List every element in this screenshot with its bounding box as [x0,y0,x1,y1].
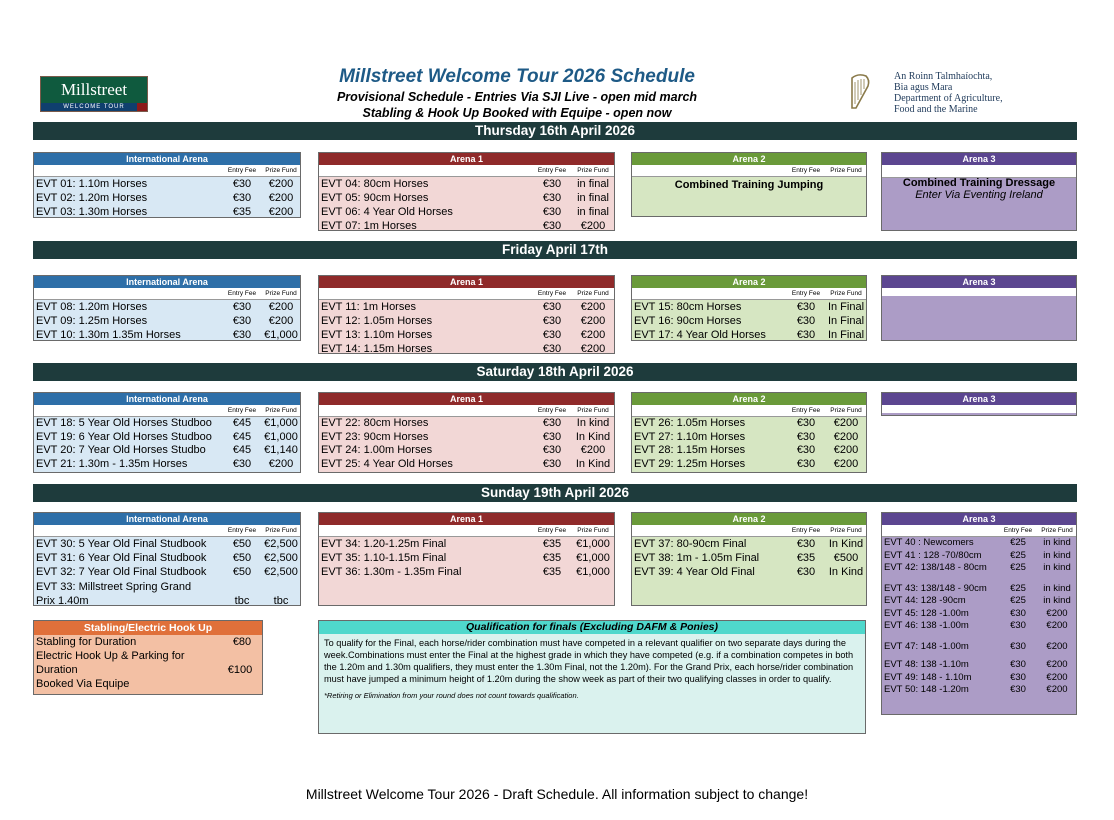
event-name: EVT 19: 6 Year Old Horses Studboo [36,430,212,443]
entry-fee: €30 [542,417,562,429]
entry-fee: €45 [232,417,252,429]
event-row [34,537,300,551]
entry-fee: €45 [232,430,252,443]
event-row [34,314,300,328]
entry-fee: €30 [796,430,816,443]
sat-arena-2: Arena 2 Entry Fee Prize Fund EVT 26: 1.05m Horses €30 €200 EVT 27: 1.10m Horses €30 €200 EVT 28: 1.15m Horses €30 €200 EVT 29: 1.25m Horses €30 €200 [631,392,867,473]
prize-fund: in final [577,206,609,218]
event-name: EVT 04: 80cm Horses [321,178,429,190]
prize-fund: €200 [580,301,606,313]
prize-fund: €200 [1046,671,1068,683]
entry-fee: €30 [232,301,252,313]
event-name: EVT 31: 6 Year Old Final Studbook [36,552,207,564]
event-name: EVT 37: 80-90cm Final [634,538,747,550]
event-row [882,672,1076,685]
prize-fund: €1,000 [576,566,610,578]
prize-fund: €200 [580,220,606,232]
entry-fee: €30 [1010,671,1026,683]
entry-fee: €35 [542,552,562,564]
prize-fund: In Kind [575,457,611,470]
event-name: EVT 41 : 128 -70/80cm [884,549,982,561]
event-row [34,177,300,191]
prize-fund: €200 [833,430,859,443]
event-row [632,565,866,579]
stabling-title: Stabling/Electric Hook Up [34,621,262,635]
prize-fund: €200 [1046,607,1068,619]
stabling-box: Stabling/Electric Hook Up Stabling for Duration €80 Electric Hook Up & Parking for Duration €100 Booked Via Equipe [33,620,263,695]
prize-fund: €200 [1046,659,1068,670]
event-row: Prix 1.40m tbc tbc [36,595,289,607]
prize-fund: in final [577,178,609,190]
event-name: EVT 08: 1.20m Horses [36,301,148,313]
event-row [882,583,1076,596]
event-row [319,444,614,458]
entry-fee: €30 [796,444,816,456]
event-name: EVT 38: 1m - 1.05m Final [634,552,760,564]
prize-fund: €200 [1046,640,1068,652]
event-name: EVT 14: 1.15m Horses [321,343,433,355]
event-name: EVT 16: 90cm Horses [634,315,742,327]
event-name: EVT 28: 1.15m Horses [634,444,746,456]
event-name: EVT 09: 1.25m Horses [36,315,148,327]
event-name: EVT 10: 1.30m 1.35m Horses [36,329,181,341]
sun-international-arena: International Arena Entry Fee Prize Fund EVT 30: 5 Year Old Final Studbook €50 €2,500 EVT 31: 6 Year Old Final Studbook €50 €2,500 EVT 32: 7 Year Old Final Studbook €50 €2,500 EVT 33: Millstreet Spring Grand Prix 1.40m tbc tbc [33,512,301,606]
combined-training-jumping: Combined Training Jumping [674,179,824,191]
entry-fee: €30 [796,538,816,550]
event-row [319,328,614,342]
entry-fee: €30 [542,444,562,456]
sun-arena-2: Arena 2 Entry Fee Prize Fund EVT 37: 80-90cm Final €30 In Kind EVT 38: 1m - 1.05m Final €35 €500 EVT 39: 4 Year Old Final €30 In Kind [631,512,867,606]
sun-arena-1: Arena 1 Entry Fee Prize Fund EVT 34: 1.20-1.25m Final €35 €1,000 EVT 35: 1.10-1.15m Final €35 €1,000 EVT 36: 1.30m - 1.35m Final €35 €1,000 [318,512,615,606]
event-name: EVT 32: 7 Year Old Final Studbook [36,566,207,578]
event-row [319,205,614,219]
event-name: EVT 29: 1.25m Horses [634,457,746,470]
prize-fund: €200 [580,444,606,456]
event-row [632,458,866,472]
event-name: EVT 35: 1.10-1.15m Final [321,552,447,564]
event-row [319,342,614,356]
event-row [319,314,614,328]
entry-fee: €30 [542,430,562,443]
prize-fund: In Final [827,301,865,313]
event-name: EVT 27: 1.10m Horses [634,430,746,443]
event-name: EVT 03: 1.30m Horses [36,206,148,218]
event-row [34,191,300,205]
entry-fee: €30 [542,192,562,204]
event-row [319,458,614,472]
event-row [34,328,300,342]
prize-fund: in kind [1043,582,1071,594]
event-name: EVT 01: 1.10m Horses [36,178,148,190]
event-name: EVT 15: 80cm Horses [634,301,742,313]
entry-fee: €25 [1010,562,1026,573]
prize-fund: €2,500 [264,566,298,578]
day-bar-thursday: Thursday 16th April 2026 [33,122,1077,140]
entry-fee: €30 [232,329,252,341]
event-row [319,537,614,551]
event-row [882,595,1076,608]
prize-fund: in kind [1043,595,1071,606]
event-row [632,328,866,342]
event-name: EVT 12: 1.05m Horses [321,315,433,327]
prize-fund: €200 [833,444,859,456]
event-row [882,562,1076,575]
event-name: EVT 26: 1.05m Horses [634,417,746,429]
entry-fee: €30 [796,417,816,429]
prize-fund: €1,000 [576,552,610,564]
prize-fund: €200 [268,178,294,190]
event-name: EVT 21: 1.30m - 1.35m Horses [36,457,188,470]
entry-fee: €30 [796,566,816,578]
event-name: EVT 46: 138 -1.00m [884,620,969,631]
fri-arena-2: Arena 2 Entry Fee Prize Fund EVT 15: 80cm Horses €30 In Final EVT 16: 90cm Horses €30 In Final EVT 17: 4 Year Old Horses €30 In Final [631,275,867,341]
entry-fee: €30 [1010,607,1026,619]
entry-fee: €30 [796,301,816,313]
prize-fund: €200 [268,192,294,204]
event-name: EVT 43: 138/148 - 90cm [884,582,987,594]
harp-icon [848,72,872,110]
prize-fund: €200 [833,457,859,470]
entry-fee: €35 [232,206,252,218]
prize-fund: €1,000 [264,430,298,443]
entry-fee: €25 [1010,595,1026,606]
qualification-text: To qualify for the Final, each horse/rider combination must have competed in a relevant qualifier on two separate days during the week.Combinations must enter the Final at the highest grade in which they have competed (e.g. if a combination competes in both the 1.20m and 1.30m qualifiers, they must enter the 1.30m Final, not the 1.20m). For the Grand Prix, each horse/rider combination must have jumped a minimum height of 1.20m during the show week as part of their two qualifying classes in order to qualify. [324,638,854,684]
fri-arena-3: Arena 3 [881,275,1077,341]
event-name: EVT 17: 4 Year Old Horses [634,329,766,341]
event-name: EVT 22: 80cm Horses [321,417,429,429]
entry-fee: €30 [1010,620,1026,631]
prize-fund: In Kind [575,430,611,443]
prize-fund: €200 [1046,620,1068,631]
qualification-title: Qualification for finals (Excluding DAFM & Ponies) [319,621,865,634]
prize-fund: €1,000 [264,329,298,341]
footer-note: Millstreet Welcome Tour 2026 - Draft Schedule. All information subject to change! [305,786,809,802]
sat-international-arena: International Arena Entry Fee Prize Fund EVT 18: 5 Year Old Horses Studboo €45 €1,000 EVT 19: 6 Year Old Horses Studboo €45 €1,000 EVT 20: 7 Year Old Horses Studbo €45 €1,140 EVT 21: 1.30m - 1.35m Horses €30 €200 [33,392,301,473]
prize-fund: €200 [268,457,294,470]
event-name: EVT 50: 148 -1.20m [884,684,969,695]
event-name: EVT 42: 138/148 - 80cm [884,562,987,573]
prize-fund: €2,500 [264,538,298,550]
event-row [632,551,866,565]
event-name: EVT 23: 90cm Horses [321,430,429,443]
prize-fund: in kind [1043,537,1071,548]
prize-fund: In Final [827,315,865,327]
page-title: Millstreet Welcome Tour 2026 Schedule [339,66,695,87]
event-name: EVT 34: 1.20-1.25m Final [321,538,447,550]
entry-fee: €30 [542,329,562,341]
prize-fund: In Final [827,329,865,341]
eventing-ireland-note: Enter Via Eventing Ireland [915,189,1043,201]
event-row [882,550,1076,563]
entry-fee: €30 [1010,659,1026,670]
event-name: EVT 02: 1.20m Horses [36,192,148,204]
prize-fund: €200 [833,417,859,429]
day-bar-sunday: Sunday 19th April 2026 [33,484,1077,502]
entry-fee: €30 [1010,684,1026,695]
event-name: EVT 36: 1.30m - 1.35m Final [321,566,462,578]
event-row [34,300,300,314]
subtitle-entries: Provisional Schedule - Entries Via SJI Live - open mid march [336,90,698,104]
event-row [34,205,300,219]
thu-arena-1: Arena 1 Entry Fee Prize Fund EVT 04: 80cm Horses €30 in final EVT 05: 90cm Horses €30 in final EVT 06: 4 Year Old Horses €30 in final EVT 07: 1m Horses €30 €200 [318,152,615,231]
event-row [34,444,300,458]
prize-fund: €200 [580,315,606,327]
fri-arena-1: Arena 1 Entry Fee Prize Fund EVT 11: 1m Horses €30 €200 EVT 12: 1.05m Horses €30 €200 EVT 13: 1.10m Horses €30 €200 EVT 14: 1.15m Horses €30 €200 [318,275,615,354]
sat-arena-1: Arena 1 Entry Fee Prize Fund EVT 22: 80cm Horses €30 In kind EVT 23: 90cm Horses €30 In Kind EVT 24: 1.00m Horses €30 €200 EVT 25: 4 Year Old Horses €30 In Kind [318,392,615,473]
prize-fund: €200 [580,329,606,341]
event-row [34,551,300,565]
event-row [319,219,614,233]
event-row [319,191,614,205]
entry-fee: €50 [232,566,252,578]
entry-fee: €30 [232,315,252,327]
event-row [632,417,866,431]
thu-arena-2: Arena 2 Entry Fee Prize Fund Combined Training Jumping [631,152,867,217]
event-row [882,608,1076,621]
event-row: EVT 33: Millstreet Spring Grand [36,581,192,593]
entry-fee: €25 [1010,537,1026,548]
event-name: EVT 49: 148 - 1.10m [884,671,972,683]
entry-fee: €30 [542,457,562,470]
event-name: EVT 20: 7 Year Old Horses Studbo [36,444,206,456]
prize-fund: €200 [268,301,294,313]
prize-fund: €500 [833,552,859,564]
event-row [632,300,866,314]
qualification-box [318,620,866,734]
prize-fund: €200 [580,343,606,355]
event-name: EVT 05: 90cm Horses [321,192,429,204]
entry-fee: €35 [796,552,816,564]
event-row [882,659,1076,672]
event-row [319,565,614,579]
prize-fund: in kind [1043,549,1071,561]
sun-arena-3: Arena 3 Entry Fee Prize Fund EVT 40 : Newcomers €25 in kind EVT 41 : 128 -70/80cm €25 in kind EVT 42: 138/148 - 80cm €25 in kind EVT 43: 138/148 - 90cm €25 in kind EVT 44: 128 -90cm €25 in kind EVT 45: 128 -1.00m €30 €200 EVT 46: 138 -1.00m €30 €200 EVT 47: 148 -1.00m €30 €200 EVT 48: 138 -1.10m €30 €200 EVT 49: 148 - 1.10m €30 €200 EVT 50: 148 -1.20m €30 €200 [881,512,1077,715]
event-name: EVT 48: 138 -1.10m [884,659,969,670]
entry-fee: €30 [232,178,252,190]
entry-fee: €30 [232,457,252,470]
thu-arena-3: Arena 3 Combined Training Dressage Enter Via Eventing Ireland [881,152,1077,231]
event-name: EVT 44: 128 -90cm [884,595,966,606]
prize-fund: €2,500 [264,552,298,564]
entry-fee: €30 [542,178,562,190]
event-row [632,537,866,551]
event-row [319,417,614,431]
event-row [632,314,866,328]
event-row [882,641,1076,654]
department-name: An Roinn Talmhaíochta, Bia agus Mara Department of Agriculture, Food and the Marine [894,71,1003,115]
day-bar-saturday: Saturday 18th April 2026 [33,363,1077,381]
millstreet-logo [40,76,148,112]
prize-fund: €200 [1046,684,1068,695]
prize-fund: €200 [268,206,294,218]
prize-fund: €1,000 [264,417,298,429]
event-row [34,431,300,445]
entry-fee: €35 [542,566,562,578]
entry-fee: €25 [1010,549,1026,561]
logo-name: Millstreet [60,80,128,99]
event-row [632,444,866,458]
event-name: EVT 11: 1m Horses [321,301,416,313]
fri-international-arena: International Arena Entry Fee Prize Fund EVT 08: 1.20m Horses €30 €200 EVT 09: 1.25m Horses €30 €200 EVT 10: 1.30m 1.35m Horses €30 €1,000 [33,275,301,341]
entry-fee: €30 [796,315,816,327]
entry-fee: €30 [542,301,562,313]
entry-fee: €30 [542,343,562,355]
event-name: EVT 07: 1m Horses [321,220,417,232]
event-row [882,684,1076,697]
event-row [319,551,614,565]
prize-fund: in final [577,192,609,204]
entry-fee: €30 [232,192,252,204]
event-name: EVT 39: 4 Year Old Final [634,566,755,578]
prize-fund: in kind [1043,562,1071,573]
subtitle-stabling: Stabling & Hook Up Booked with Equipe - open now [362,106,672,120]
event-row [882,537,1076,550]
prize-fund: In Kind [828,538,864,550]
entry-fee: €30 [1010,640,1026,652]
event-name: EVT 24: 1.00m Horses [321,444,433,456]
entry-fee: €30 [542,220,562,232]
event-name: EVT 45: 128 -1.00m [884,607,969,619]
event-row [34,458,300,472]
event-row [34,417,300,431]
event-name: EVT 06: 4 Year Old Horses [321,206,453,218]
logo-sub: WELCOME TOUR [63,104,125,110]
prize-fund: €1,140 [264,444,298,456]
event-name: EVT 47: 148 -1.00m [884,640,969,652]
event-row [319,300,614,314]
combined-training-dressage: Combined Training Dressage [902,177,1056,189]
event-name: EVT 40 : Newcomers [884,537,974,548]
event-row [34,565,300,579]
prize-fund: In Kind [828,566,864,578]
entry-fee: €35 [542,538,562,550]
event-row [319,177,614,191]
prize-fund: €1,000 [576,538,610,550]
day-bar-friday: Friday April 17th [33,241,1077,259]
prize-fund: €200 [268,315,294,327]
event-row [882,620,1076,633]
entry-fee: €30 [796,457,816,470]
event-name: EVT 25: 4 Year Old Horses [321,457,453,470]
thu-international-arena: International Arena Entry Fee Prize Fund EVT 01: 1.10m Horses €30 €200 EVT 02: 1.20m Horses €30 €200 EVT 03: 1.30m Horses €35 €200 [33,152,301,218]
event-row [319,431,614,445]
event-row [632,431,866,445]
event-name: EVT 18: 5 Year Old Horses Studboo [36,417,212,429]
event-name: EVT 30: 5 Year Old Final Studbook [36,538,207,550]
prize-fund: In kind [576,417,610,429]
entry-fee: €50 [232,552,252,564]
entry-fee: €30 [796,329,816,341]
qualification-note: *Retiring or Elimination from your round does not count towards qualification. [324,691,579,700]
sat-arena-3: Arena 3 [881,392,1077,416]
event-name: EVT 13: 1.10m Horses [321,329,433,341]
entry-fee: €25 [1010,582,1026,594]
entry-fee: €50 [232,538,252,550]
entry-fee: €45 [232,444,252,456]
entry-fee: €30 [542,206,562,218]
entry-fee: €30 [542,315,562,327]
